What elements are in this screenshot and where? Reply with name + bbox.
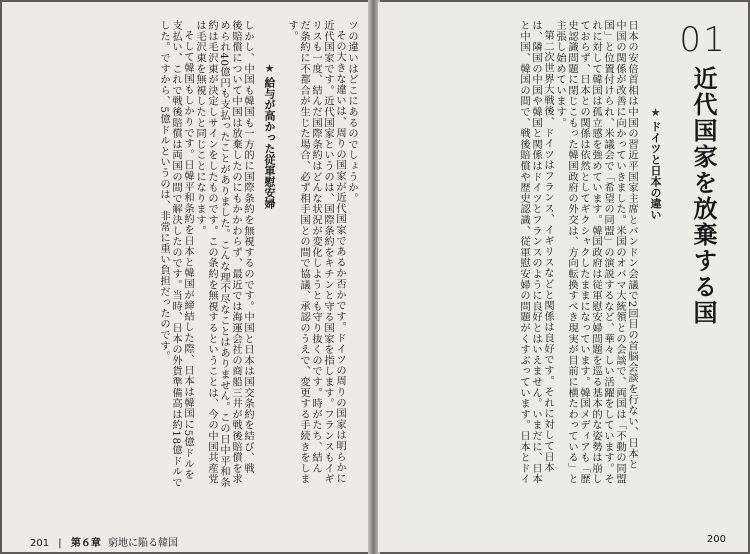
text-line: 支払い、これで戦後賠償は両国の間で解決したのです。当時、日本の外貨準備高は約18億ドルで (170, 20, 182, 488)
chapter-title: 近代国家を放棄する国 (689, 66, 717, 326)
text-line: 後賠償について中国は放棄したのにもかかわらず、最近では海運会社の商船三井が戦後賠償を求 (230, 20, 242, 485)
text-line: は毛沢東を無視したと同じことになります。 (194, 20, 206, 236)
text-line: と中国、韓国の間で、戦後賠償や歴史認識、従軍慰安婦の問題がくすぶっています。日本とドイ (518, 20, 530, 485)
chapter-label: 第６章 (70, 538, 101, 549)
text-line: 主張し始めています。 (554, 20, 566, 128)
section-heading-text: ドイツと日本の違い (649, 121, 662, 220)
text-line: ツの違いはどこにあるのでしょうか。 (346, 20, 358, 204)
text-line: 約は毛沢東が決定しサインをしたものです。この条約を無視するということは、今の中国共産党 (206, 20, 218, 485)
chapter-title: 窮地に陥る韓国 (108, 538, 179, 549)
section-heading-text: 給与が高かった従軍慰安婦 (263, 77, 276, 209)
text-line: 史認識問題に閉じこもった韓国政府の外交は、方向転換すべき現実が目前に横たわっている」と (566, 20, 578, 485)
text-line: 日本の安倍首相は中国の習近平国家主席とバンドン会議で2回目の首脳会談を行ない、日本と (626, 20, 638, 470)
star-icon: ★ (263, 62, 276, 75)
text-line: 中国の関係が改善に向かっていきました。米国のオバマ大統領との会談で、両国は「不動の同盟 (614, 20, 626, 485)
text-line: ておらず、日本との関係は依然としてギクシャクしたままになっています。韓国メディアも「歴 (578, 20, 590, 485)
text-line: その大きな違いは、周りの国家が近代国家であるか否かです。ドイツの周りの国家は明らかに (334, 30, 346, 484)
left-section-heading (262, 62, 276, 302)
text-line: は、隣国の中国や韓国と関係はドイツとフランスのように良好とはいえません。いまだに、日本 (530, 20, 542, 485)
text-line: す。 (286, 20, 298, 42)
page-number: 200 (706, 534, 726, 545)
chapter-title-block (668, 20, 738, 326)
left-text-top (286, 20, 358, 485)
text-line: そして韓国もしかりです。日韓平和条約を日本と韓国が締結した際、日本は韓国に5億ドルを (182, 30, 194, 480)
text-line: しかし、中国も韓国も一方的に国際条約を無視するのです。中国と日本は国交条約を結び、戦 (242, 20, 254, 474)
left-page (2, 2, 372, 552)
text-line: リスも一度、結んだ国際条約はどんな状況が変化しようとも守り抜くのです。時がたち、結ん (310, 20, 322, 474)
text-line: れに対して韓国は孤立感を強めています。韓国政府は従軍慰安婦問題を巡る基本的な姿勢は崩し (590, 20, 602, 485)
section-heading (648, 106, 662, 306)
text-line: だ条約に不都合が生じた場合、必ず相手国との間で協議、承認のうえで、変更する手続きをしま (298, 20, 310, 485)
section-heading (262, 62, 276, 302)
footer (30, 534, 178, 549)
text-line: 国」と位置付けられ、米議会で「希望の同盟」の演説するなど、華々しい活躍をしています。そ (602, 20, 614, 485)
star-icon: ★ (649, 106, 662, 119)
text-line: 近代国家です。近代国家というのは、国際条約をキチンと守る国家を指します。フランスもイギ (322, 20, 334, 485)
page-number: 201 (30, 538, 50, 549)
text-line: した。ですから、5億ドルというのは、非常に重い負担だったのです。 (158, 20, 170, 362)
right-text (518, 20, 638, 485)
left-text-bottom (158, 20, 254, 488)
text-line: 第二次世界大戦後、ドイツはフランス、イギリスなどと関係は良好です。それに対して日本 (542, 30, 554, 473)
footer-divider: | (58, 538, 62, 549)
right-section-heading (648, 106, 662, 306)
text-line: められ40億円も支払ったことがありました。こんな理不尽なことはありません。この日中平和条 (218, 20, 230, 488)
chapter-number: 01 (679, 20, 727, 60)
right-page (378, 2, 748, 552)
